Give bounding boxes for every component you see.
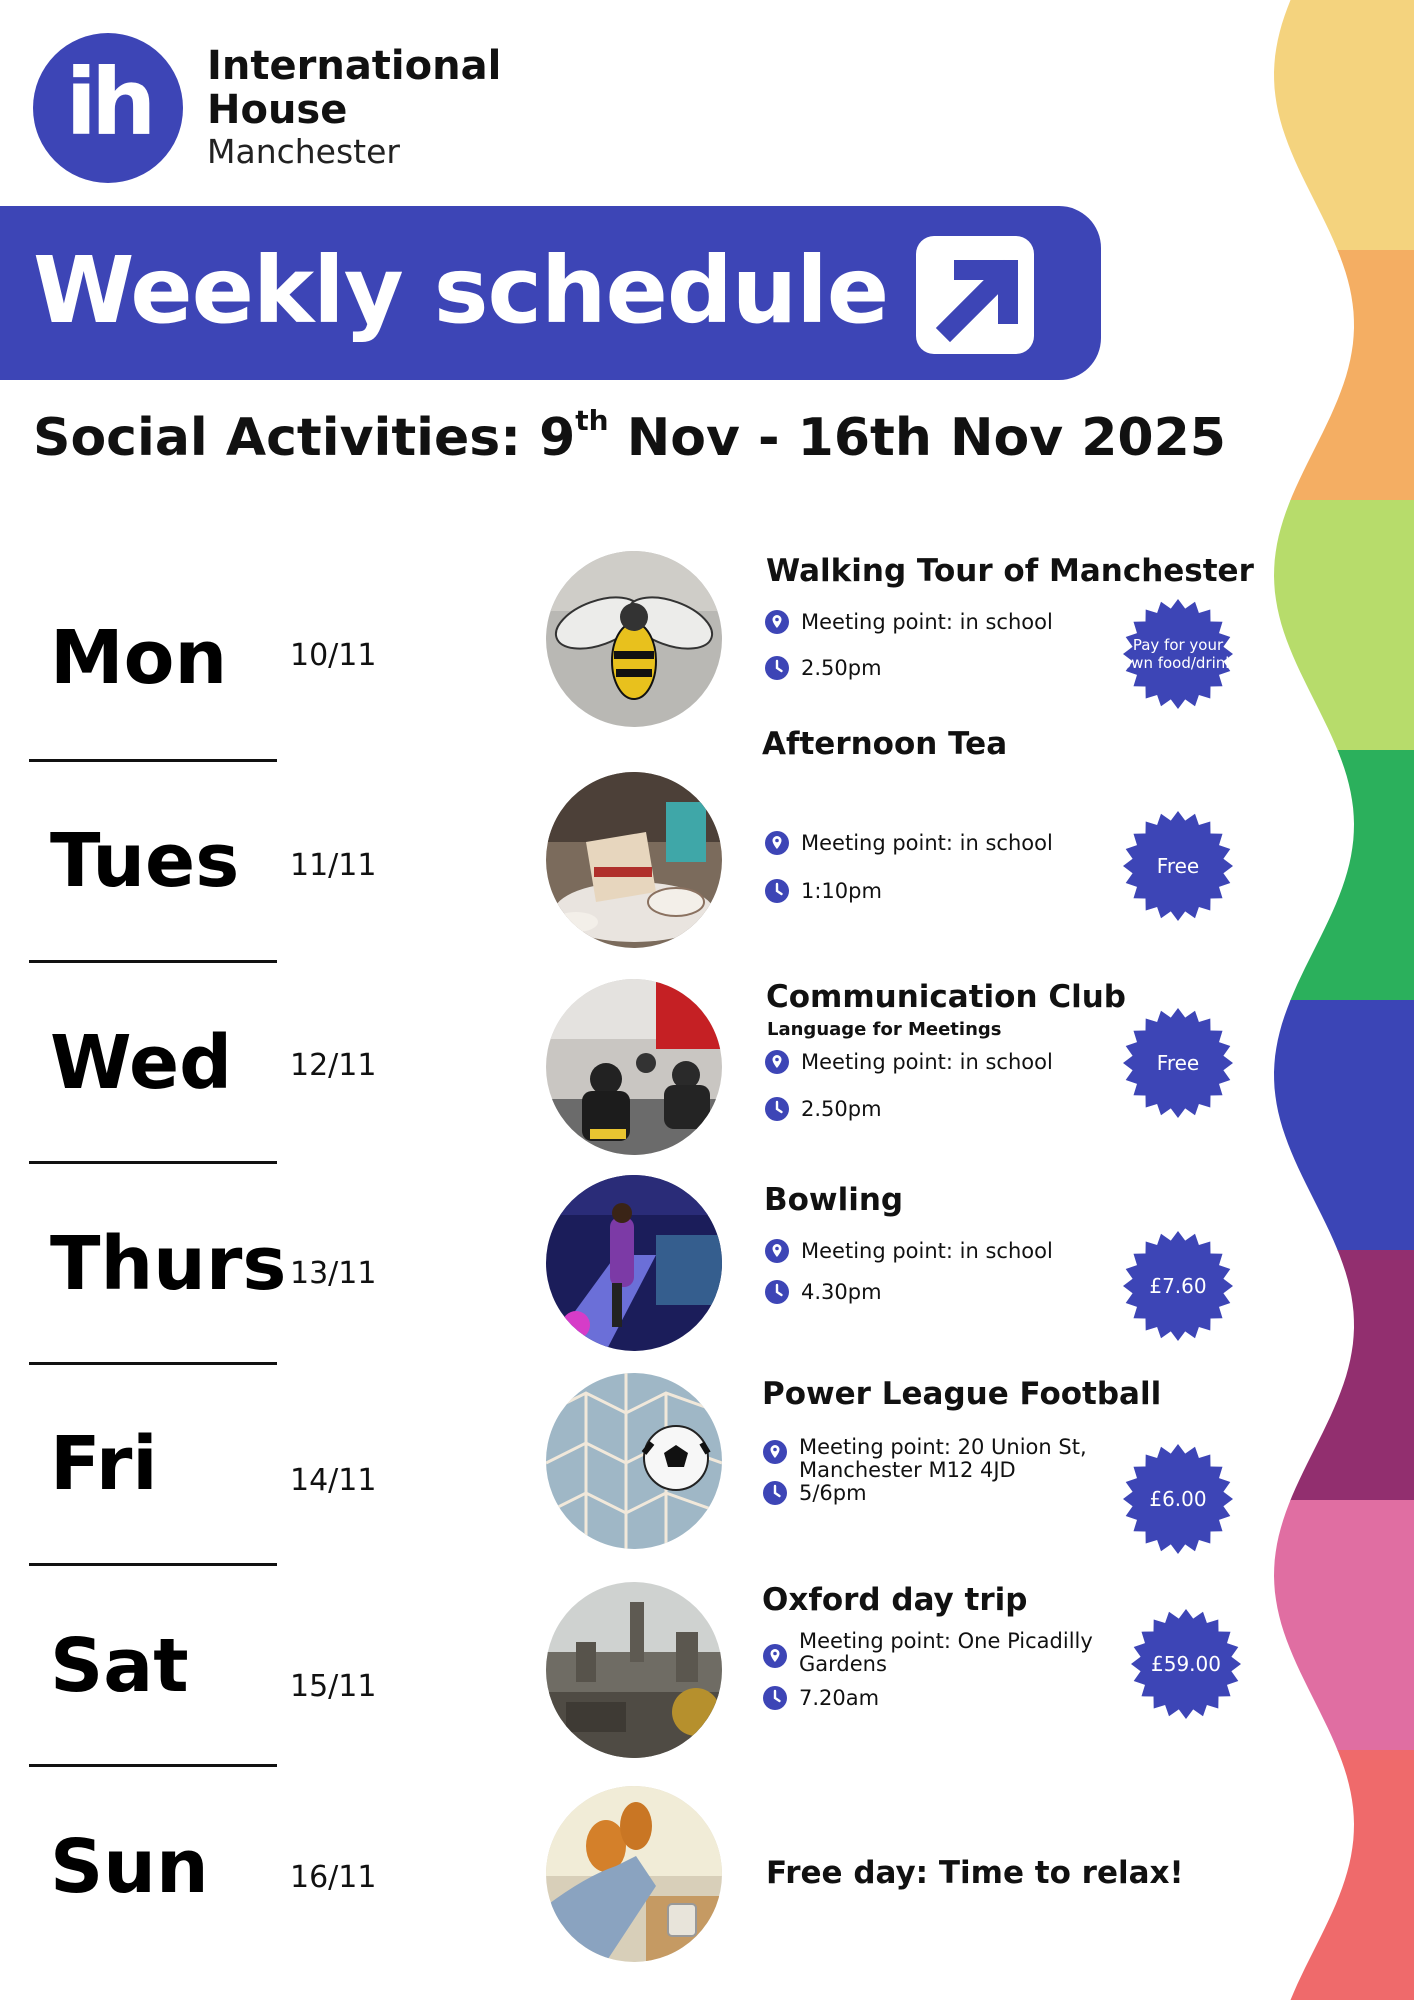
- time-text: 4.30pm: [801, 1280, 882, 1304]
- clock-icon: [765, 1097, 789, 1121]
- badge-text: £6.00: [1149, 1487, 1207, 1511]
- wave-band: [1270, 1500, 1414, 1751]
- location-pin-icon: [763, 1440, 787, 1464]
- football-icon: [546, 1373, 722, 1549]
- bowling-icon: [546, 1175, 722, 1351]
- brand-logo: [33, 33, 183, 183]
- time-row: [763, 1686, 879, 1710]
- arrow-up-right-icon: [912, 230, 1040, 358]
- meeting-point-text: Meeting point: One Picadilly: [799, 1629, 1093, 1653]
- day-date: 15/11: [290, 1669, 377, 1704]
- meeting-point-row: [765, 1239, 1053, 1263]
- location-pin-icon: [765, 831, 789, 855]
- time-row: [765, 656, 882, 680]
- day-label: Thurs: [50, 1221, 287, 1307]
- time-text: 2.50pm: [801, 656, 882, 680]
- day-label: Sat: [50, 1623, 189, 1709]
- time-row: [765, 1280, 882, 1304]
- decorative-wave: [1270, 0, 1414, 2000]
- meeting-point-row: [765, 610, 1053, 634]
- logo-mark: ih: [65, 49, 151, 156]
- meeting-point-text: Meeting point: in school: [801, 1239, 1053, 1263]
- day-label: Tues: [50, 818, 240, 904]
- day-date: 14/11: [290, 1463, 377, 1498]
- activity-title: Free day: Time to relax!: [766, 1855, 1184, 1891]
- badge-text: Free: [1156, 854, 1200, 878]
- time-row: [765, 879, 882, 903]
- meeting-point-row: [765, 831, 1053, 855]
- subtitle-suffix: Nov - 16th Nov 2025: [608, 408, 1226, 468]
- time-text: 7.20am: [799, 1686, 880, 1710]
- meeting-point-text: Meeting point: in school: [801, 1050, 1053, 1074]
- activity-subtitle: Language for Meetings: [767, 1019, 1002, 1040]
- wave-band: [1270, 750, 1414, 1001]
- location-pin-icon: [765, 610, 789, 634]
- divider: [29, 1563, 277, 1566]
- time-row: [765, 1097, 882, 1121]
- brand-line-3: Manchester: [207, 132, 400, 171]
- divider: [29, 1161, 277, 1164]
- meeting-point-text: Gardens: [799, 1652, 887, 1676]
- day-label: Sun: [50, 1824, 209, 1910]
- brand-line-1: International: [207, 43, 502, 89]
- wave-band: [1270, 1750, 1414, 2000]
- classroom-icon: [546, 979, 722, 1155]
- afternoon-tea-icon: [546, 772, 722, 948]
- day-label: Wed: [50, 1020, 233, 1106]
- day-label: Fri: [50, 1421, 158, 1507]
- meeting-point-text: Meeting point: 20 Union St,: [799, 1435, 1087, 1459]
- activity-title: Afternoon Tea: [762, 726, 1008, 762]
- subtitle-prefix: Social Activities: 9: [33, 408, 576, 468]
- time-row: [763, 1481, 867, 1505]
- page-title: Weekly schedule: [33, 237, 889, 344]
- location-pin-icon: [765, 1050, 789, 1074]
- activity-title: Power League Football: [762, 1376, 1162, 1412]
- meeting-point-row: [765, 1050, 1053, 1074]
- badge-text: Free: [1156, 1051, 1200, 1075]
- wave-band: [1270, 500, 1414, 751]
- day-label: Mon: [50, 615, 228, 701]
- location-pin-icon: [763, 1644, 787, 1668]
- clock-icon: [765, 656, 789, 680]
- time-text: 5/6pm: [799, 1481, 867, 1505]
- badge-text: £59.00: [1151, 1652, 1221, 1676]
- oxford-city-icon: [546, 1582, 722, 1758]
- divider: [29, 759, 277, 762]
- activity-title: Oxford day trip: [762, 1582, 1028, 1618]
- meeting-point-row: [763, 1436, 1087, 1482]
- meeting-point-text: Meeting point: in school: [801, 610, 1053, 634]
- day-date: 12/11: [290, 1048, 377, 1083]
- meeting-point-text: Meeting point: in school: [801, 831, 1053, 855]
- location-pin-icon: [765, 1239, 789, 1263]
- day-date: 10/11: [290, 638, 377, 673]
- divider: [29, 1764, 277, 1767]
- wave-band: [1270, 1250, 1414, 1501]
- price-badge: [1122, 810, 1234, 922]
- clock-icon: [765, 879, 789, 903]
- price-badge: [1122, 1443, 1234, 1555]
- price-badge: [1130, 1608, 1242, 1720]
- bee-mural-icon: [546, 551, 722, 727]
- meeting-point-text: Manchester M12 4JD: [799, 1458, 1016, 1482]
- time-text: 2.50pm: [801, 1097, 882, 1121]
- activity-title: Bowling: [764, 1182, 904, 1218]
- wave-band: [1270, 250, 1414, 501]
- schedule-subtitle: [33, 404, 1226, 472]
- relax-icon: [546, 1786, 722, 1962]
- subtitle-sup: th: [575, 404, 609, 437]
- clock-icon: [765, 1280, 789, 1304]
- clock-icon: [763, 1481, 787, 1505]
- price-badge: [1122, 1230, 1234, 1342]
- divider: [29, 1362, 277, 1365]
- activity-title: Walking Tour of Manchester: [766, 553, 1254, 589]
- time-text: 1:10pm: [801, 879, 882, 903]
- day-date: 16/11: [290, 1860, 377, 1895]
- divider: [29, 960, 277, 963]
- meeting-point-row: [763, 1630, 1093, 1676]
- brand-line-2: House: [207, 87, 348, 133]
- day-date: 13/11: [290, 1256, 377, 1291]
- badge-text: Pay for your own food/drink: [1122, 636, 1234, 672]
- price-badge: [1122, 1007, 1234, 1119]
- clock-icon: [763, 1686, 787, 1710]
- wave-band: [1270, 0, 1414, 251]
- title-banner: [0, 206, 1101, 380]
- wave-band: [1270, 1000, 1414, 1251]
- activity-title: Communication Club: [766, 979, 1126, 1015]
- price-badge: [1122, 598, 1234, 710]
- brand-name: [207, 44, 501, 172]
- badge-text: £7.60: [1149, 1274, 1207, 1298]
- day-date: 11/11: [290, 848, 377, 883]
